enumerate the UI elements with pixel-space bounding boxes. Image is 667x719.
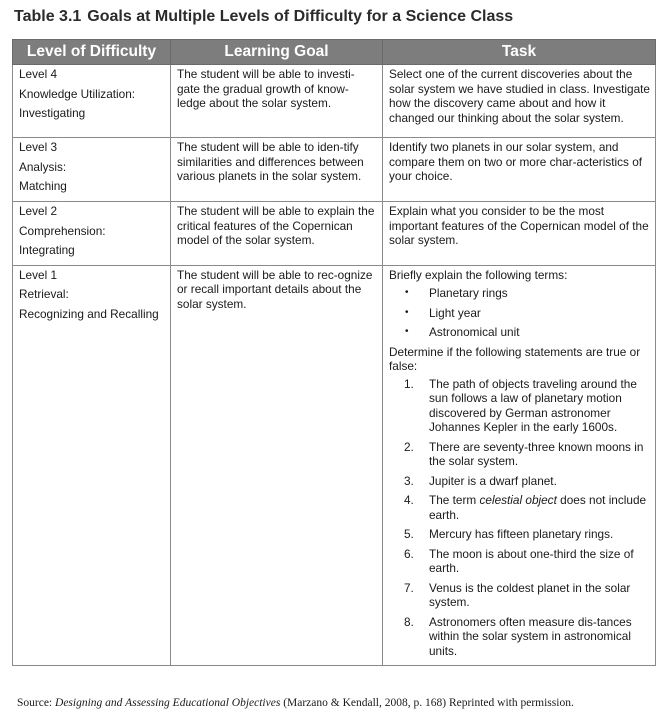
- level-category: Knowledge Utilization:: [19, 86, 136, 101]
- statement-text: The moon is about one-third the size of earth.: [429, 546, 634, 575]
- level-category: Comprehension:: [19, 223, 106, 238]
- table-row: [13, 202, 656, 266]
- statement-text: Astronomers often measure dis-tances within the solar system in astronomical units.: [429, 614, 632, 658]
- level-number: Level 2: [19, 204, 58, 218]
- list-item: [389, 581, 650, 610]
- true-false-intro: Determine if the following statements are true or false:: [389, 344, 641, 373]
- source-label: Source:: [17, 697, 53, 709]
- table-row: [13, 265, 656, 666]
- statement-text: There are seventy-three known moons in the solar system.: [429, 439, 644, 468]
- list-item: [389, 440, 650, 469]
- list-item: • Planetary rings: [389, 286, 650, 301]
- source-book-title: Designing and Assessing Educational Objectives: [55, 697, 281, 709]
- level-process: Integrating: [19, 243, 75, 257]
- table-title: [14, 8, 513, 26]
- task-cell: Select one of the current discoveries about the solar system we have studied in class. Investigate how the discovery came about and how it changed our thinking about the solar system.: [383, 65, 656, 138]
- table-title-text: Goals at Multiple Levels of Difficulty for a Science Class: [87, 8, 514, 25]
- task-cell: Identify two planets in our solar system, and compare them on two or more char-acteristics of your choice.: [383, 138, 656, 202]
- statement-emphasis: celestial object: [479, 493, 557, 507]
- list-item: [389, 377, 650, 435]
- statement-text: Jupiter is a dwarf planet.: [429, 473, 557, 488]
- task-cell: Explain what you consider to be the most important features of the Copernican model of the solar system.: [383, 202, 656, 266]
- level-cell: [13, 265, 171, 666]
- task-cell: [383, 265, 656, 666]
- goal-cell: The student will be able to investi-gate the gradual growth of know-ledge about the solar system.: [171, 65, 383, 138]
- level-number: Level 4: [19, 67, 58, 81]
- statement-text: Venus is the coldest planet in the solar system.: [429, 580, 631, 609]
- list-item: [389, 547, 650, 576]
- list-item: [389, 474, 650, 489]
- source-citation: (Marzano & Kendall, 2008, p. 168) Reprinted with permission.: [283, 697, 574, 709]
- table-number: Table 3.1: [14, 8, 82, 25]
- item-number: 4.: [404, 493, 414, 507]
- item-number: 1.: [404, 376, 414, 391]
- item-number: 8.: [404, 614, 414, 629]
- level-category: Analysis:: [19, 159, 67, 174]
- statement-text: The term: [429, 493, 480, 507]
- statement-text: The path of objects traveling around the sun follows a law of planetary motion discovered by German astronomer Johannes Kepler in the early 1600s.: [429, 376, 637, 434]
- level-category: Retrieval:: [19, 287, 69, 301]
- header-learning-goal: Learning Goal: [171, 40, 383, 65]
- source-note: [17, 697, 574, 709]
- statements-list: [389, 377, 650, 659]
- statement-text: Mercury has fifteen planetary rings.: [429, 527, 614, 541]
- terms-list: [389, 286, 650, 340]
- level-cell: [13, 138, 171, 202]
- list-item: [389, 493, 650, 522]
- level-cell: [13, 202, 171, 266]
- level-number: Level 3: [19, 140, 58, 154]
- item-number: 6.: [404, 546, 414, 561]
- goal-cell: The student will be able to iden-tify similarities and differences between various planets in the solar system.: [171, 138, 383, 202]
- statement-text-end: does not include earth.: [429, 493, 647, 522]
- item-number: 2.: [404, 439, 414, 454]
- terms-intro: Briefly explain the following terms:: [389, 267, 568, 282]
- goals-table: [12, 39, 656, 666]
- level-number: Level 1: [19, 267, 58, 282]
- level-process: Recognizing and Recalling: [19, 306, 159, 321]
- item-number: 3.: [404, 473, 414, 488]
- list-item: [389, 527, 650, 542]
- list-item: • Light year: [389, 306, 650, 321]
- goal-cell: The student will be able to explain the critical features of the Copernican model of the solar system.: [171, 202, 383, 266]
- level-cell: [13, 65, 171, 138]
- table-row: [13, 65, 656, 138]
- header-task: Task: [383, 40, 656, 65]
- goal-cell: The student will be able to rec-ognize or recall important details about the solar system.: [171, 265, 383, 666]
- table-row: [13, 138, 656, 202]
- header-row: [13, 40, 656, 65]
- list-item: [389, 615, 650, 659]
- header-level-of-difficulty: Level of Difficulty: [13, 40, 171, 65]
- item-number: 5.: [404, 527, 414, 541]
- list-item: • Astronomical unit: [389, 325, 650, 340]
- level-process: Matching: [19, 179, 67, 193]
- item-number: 7.: [404, 580, 414, 595]
- level-process: Investigating: [19, 106, 86, 120]
